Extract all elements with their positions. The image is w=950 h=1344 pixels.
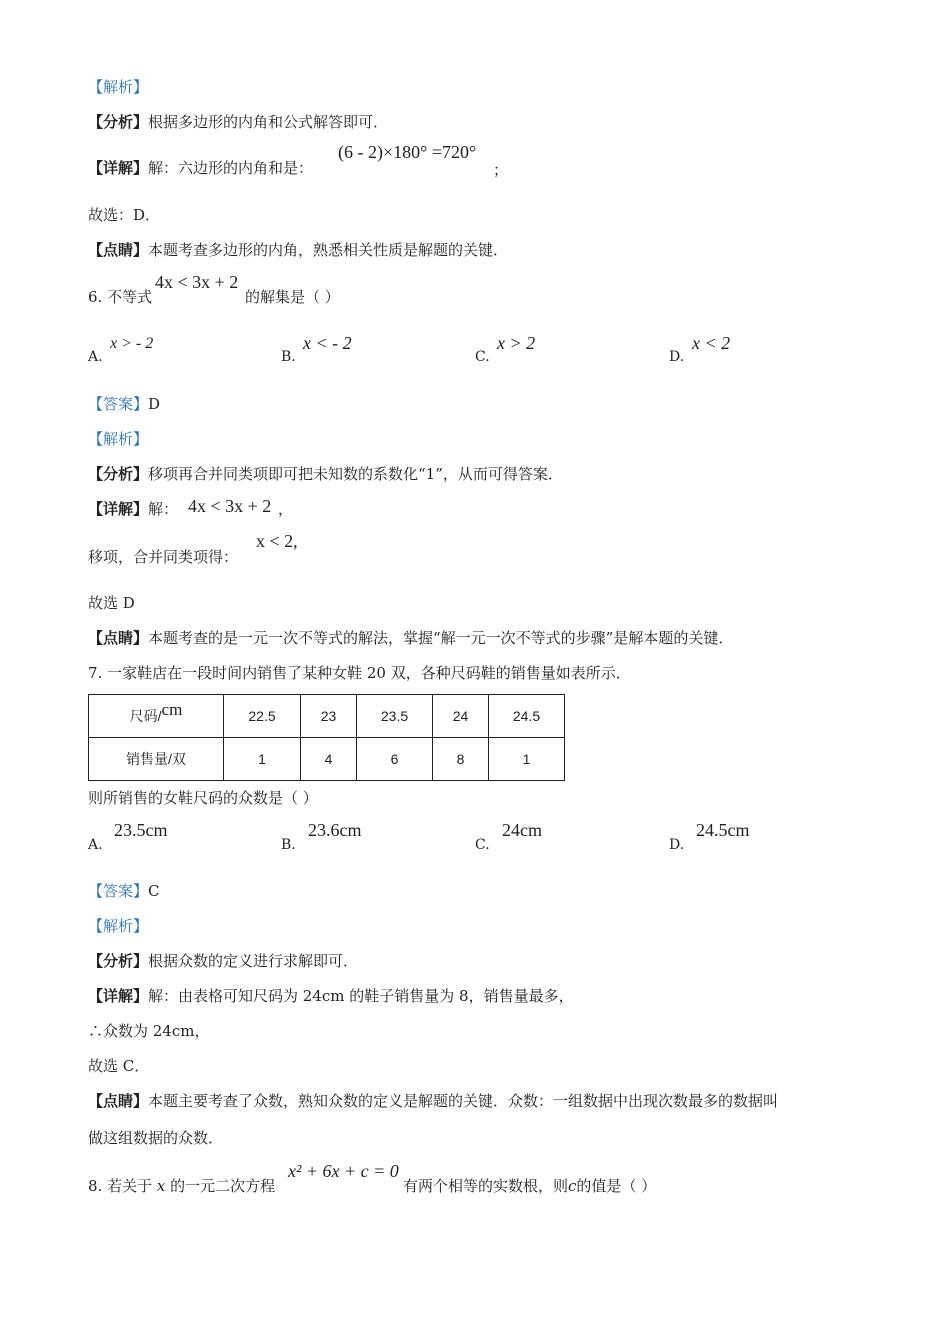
q8-equation: x² + 6x + c = 0: [288, 1161, 399, 1181]
q6-option-c-value: x > 2: [497, 333, 536, 353]
q7-option-d-letter: D.: [669, 837, 685, 853]
q6-dianjing-tag: 【点睛】: [88, 629, 149, 647]
q6-option-a-letter: A.: [88, 349, 103, 365]
q6-inequality: 4x < 3x + 2: [155, 272, 239, 292]
q7-option-d-value: 24.5cm: [696, 820, 750, 840]
q6-option-b-letter: B.: [281, 349, 296, 365]
q7-answer: [88, 881, 160, 901]
q7-dianjing-cont: 做这组数据的众数．: [88, 1129, 224, 1147]
q5-jiexi-label: 【解析】: [88, 78, 149, 96]
q6-step1: 4x < 3x + 2: [188, 496, 272, 516]
table-header-sales: 销售量/双: [89, 738, 224, 781]
q7-dianjing-text: 本题主要考查了众数，熟知众数的定义是解题的关键．众数：一组数据中出现次数最多的数据叫: [148, 1092, 779, 1110]
q6-fenxi: [88, 464, 563, 484]
table-cell: 23: [301, 695, 357, 738]
q7-dianjing-tag: 【点睛】: [88, 1092, 149, 1110]
table-cell: 6: [357, 738, 433, 781]
q7-xiangjie: [88, 986, 574, 1006]
q6-step2-text: 移项，合并同类项得：: [88, 548, 239, 566]
q5-fenxi-text: 根据多边形的内角和公式解答即可．: [148, 113, 389, 131]
q5-xiangjie: [88, 158, 313, 178]
q5-dianjing-tag: 【点睛】: [88, 241, 149, 259]
q5-formula: (6 - 2)×180° =720°: [338, 142, 477, 162]
q6-fenxi-tag: 【分析】: [88, 465, 149, 483]
table-cell: 1: [489, 738, 565, 781]
table-cell: 8: [433, 738, 489, 781]
q7-stem: 7. 一家鞋店在一段时间内销售了某种女鞋 20 双，各种尺码鞋的销售量如表所示．: [88, 664, 631, 682]
q6-option-c-letter: C.: [475, 349, 490, 365]
q5-guxuan: 故选：D．: [88, 206, 161, 224]
size-header-unit: cm: [161, 700, 183, 719]
q8-var-c: c: [568, 1177, 577, 1195]
q7-option-c-value: 24cm: [502, 820, 542, 840]
q7-fenxi: [88, 951, 358, 971]
size-sales-table: [88, 694, 565, 781]
q7-option-b-letter: B.: [281, 837, 296, 853]
q7-dianjing: [88, 1091, 778, 1111]
table-cell: 22.5: [224, 695, 301, 738]
q7-guxuan: 故选 C．: [88, 1057, 150, 1075]
q7-answer-tag: 【答案】: [88, 882, 149, 900]
q6-xiangjie: [88, 499, 178, 519]
q7-fenxi-text: 根据众数的定义进行求解即可．: [148, 952, 359, 970]
q6-xiangjie-text: 解：: [148, 500, 179, 518]
table-header-size: [89, 695, 224, 738]
q5-xiangjie-tag: 【详解】: [88, 159, 149, 177]
q8-suffix-line: [403, 1176, 656, 1196]
q6-dianjing-text: 本题考查的是一元一次不等式的解法，掌握“解一元一次不等式的步骤”是解本题的关键．: [148, 629, 734, 647]
table-row: [89, 695, 565, 738]
table-cell: 4: [301, 738, 357, 781]
q5-fenxi-tag: 【分析】: [88, 113, 149, 131]
q6-answer-tag: 【答案】: [88, 395, 149, 413]
q7-option-b-value: 23.6cm: [308, 820, 362, 840]
q8-suffix2: 的值是（ ）: [576, 1177, 657, 1195]
q6-answer-value: D: [148, 395, 161, 413]
q7-question: 则所销售的女鞋尺码的众数是（ ）: [88, 789, 318, 807]
q5-dianjing: [88, 240, 508, 260]
q8-suffix1: 有两个相等的实数根，则: [403, 1177, 569, 1195]
q6-option-a-value: x > - 2: [110, 335, 154, 352]
q6-option-d-letter: D.: [669, 349, 685, 365]
q7-option-c-letter: C.: [475, 837, 490, 853]
q5-fenxi: [88, 112, 388, 132]
q5-dianjing-text: 本题考查多边形的内角，熟悉相关性质是解题的关键．: [148, 241, 509, 259]
q8-prefix-line: [88, 1176, 275, 1196]
q6-option-b-value: x < - 2: [303, 333, 352, 353]
size-header-label: 尺码/: [129, 708, 162, 724]
q7-xiangjie-tag: 【详解】: [88, 987, 149, 1005]
table-cell: 23.5: [357, 695, 433, 738]
q7-therefore: ∴众数为 24cm，: [88, 1022, 210, 1040]
q6-answer: [88, 394, 160, 414]
table-cell: 1: [224, 738, 301, 781]
q6-step1-end: ，: [278, 500, 294, 518]
q7-fenxi-tag: 【分析】: [88, 952, 149, 970]
q8-prefix: 8. 若关于: [88, 1177, 153, 1195]
q6-jiexi-label: 【解析】: [88, 430, 149, 448]
q7-jiexi-label: 【解析】: [88, 917, 149, 935]
q5-xiangjie-text: 解：六边形的内角和是：: [148, 159, 314, 177]
q6-suffix: 的解集是（ ）: [245, 288, 340, 306]
table-cell: 24.5: [489, 695, 565, 738]
q6-fenxi-text: 移项再合并同类项即可把未知数的系数化“1”，从而可得答案．: [148, 465, 563, 483]
q8-var-x: x: [156, 1177, 166, 1195]
q6-guxuan: 故选 D: [88, 594, 135, 612]
q5-formula-end: ；: [493, 161, 509, 179]
q6-number: 6. 不等式: [88, 288, 153, 306]
q8-mid: 的一元二次方程: [170, 1177, 276, 1195]
q7-option-a-letter: A.: [88, 837, 103, 853]
q6-step2: x < 2,: [256, 531, 298, 551]
table-row: [89, 738, 565, 781]
q6-option-d-value: x < 2: [692, 333, 731, 353]
table-cell: 24: [433, 695, 489, 738]
q7-xiangjie-text: 解：由表格可知尺码为 24cm 的鞋子销售量为 8，销售量最多，: [148, 987, 574, 1005]
q7-answer-value: C: [148, 882, 160, 900]
q6-dianjing: [88, 628, 733, 648]
q6-xiangjie-tag: 【详解】: [88, 500, 149, 518]
q7-option-a-value: 23.5cm: [114, 820, 168, 840]
